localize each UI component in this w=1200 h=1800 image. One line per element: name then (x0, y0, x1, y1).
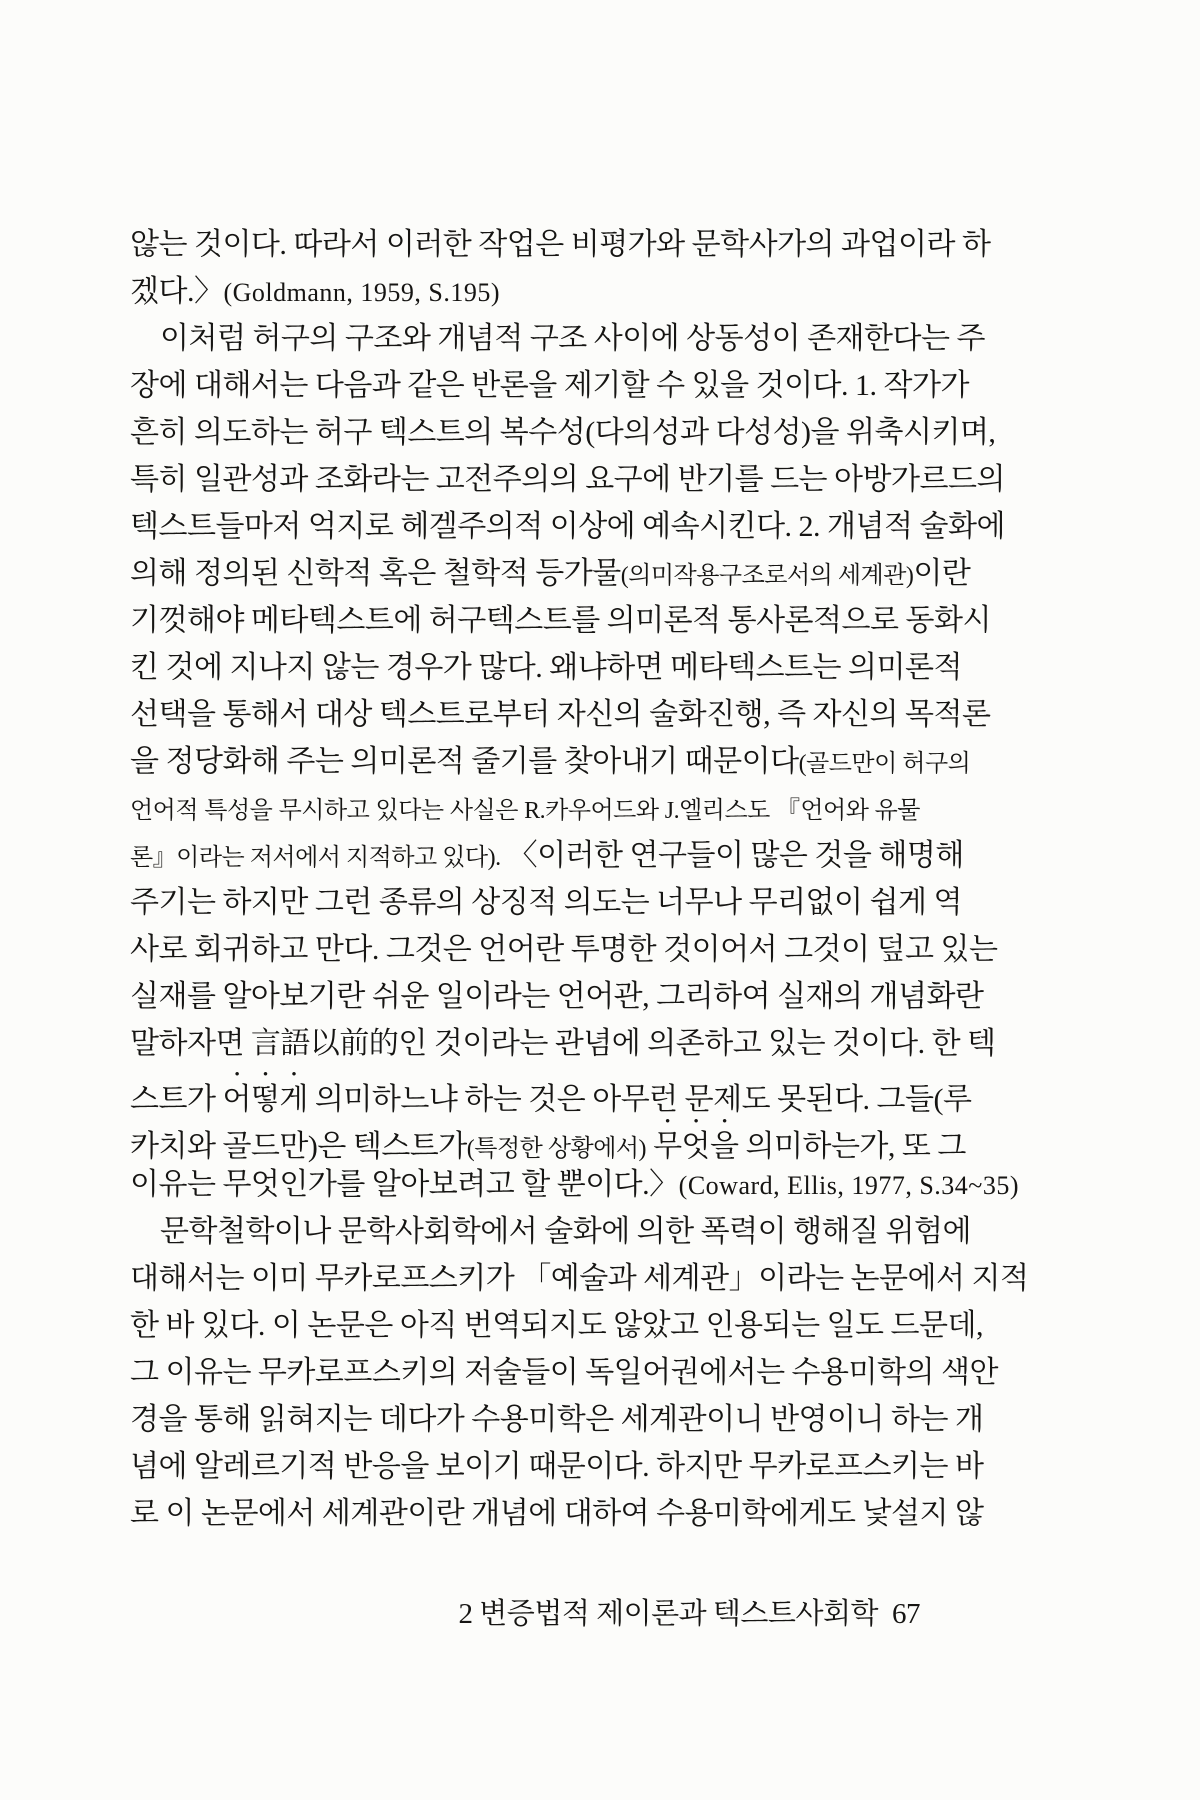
text-segment: 사로 회귀하고 만다. 그것은 언어란 투명한 것이어서 그것이 덮고 있는 (130, 933, 998, 966)
text-line (130, 456, 1005, 503)
text-segment: 않는 것이다. 따라서 이러한 작업은 비평가와 문학사가의 과업이라 하 (130, 228, 991, 261)
text-line (130, 1067, 972, 1116)
text-segment: 경을 통해 읽혀지는 데다가 수용미학은 세계관이니 반영이니 하는 개 (130, 1403, 984, 1436)
text-segment: 특히 일관성과 조화라는 고전주의의 요구에 반기를 드는 아방가르드의 (130, 463, 1005, 496)
text-line (130, 1114, 966, 1163)
text-line (130, 597, 991, 644)
text-segment-emph: 무엇을 (653, 1130, 739, 1163)
text-line (130, 362, 969, 409)
text-segment: 말하자면 言語以前的인 것이라는 관념에 의존하고 있는 것이다. 한 텍 (130, 1027, 996, 1060)
running-footer (459, 1594, 920, 1634)
text-segment: 카치와 골드만)은 텍스트가 (130, 1130, 467, 1163)
text-segment: 의해 정의된 신학적 혹은 철학적 등가물 (130, 557, 621, 590)
text-segment: 장에 대해서는 다음과 같은 반론을 제기할 수 있을 것이다. 1. 작가가 (130, 369, 969, 402)
text-segment-small: (특정한 상황에서) (466, 1136, 647, 1162)
text-line (130, 926, 998, 973)
text-line (130, 550, 971, 597)
text-segment: 텍스트들마저 억지로 헤겔주의적 이상에 예속시킨다. 2. 개념적 술화에 (130, 510, 1005, 543)
text-segment-latin: (Coward, Ellis, 1977, S.34~35) (678, 1171, 1020, 1200)
text-line (130, 1208, 971, 1255)
text-segment: 킨 것에 지나지 않는 경우가 많다. 왜냐하면 메타텍스트는 의미론적 (130, 651, 962, 684)
text-line (130, 1302, 983, 1349)
text-segment-small: 론』이라는 저서에서 지적하고 있다). (130, 845, 501, 871)
text-line (130, 1161, 1020, 1208)
footer-chapter-title: 2 변증법적 제이론과 텍스트사회학 (458, 1598, 878, 1630)
text-segment: 문학철학이나 문학사회학에서 술화에 의한 폭력이 행해질 위험에 (160, 1215, 971, 1248)
text-line (130, 691, 991, 738)
text-segment: 그 이유는 무카로프스키의 저술들이 독일어권에서는 수용미학의 색안 (130, 1356, 998, 1389)
text-segment-emph: 어떻게 (222, 1083, 308, 1116)
text-line (130, 973, 984, 1020)
text-segment-small: (골드만이 허구의 (798, 751, 971, 777)
text-segment-small: (의미작용구조로서의 세계관) (620, 563, 914, 589)
text-segment-latin: (Goldmann, 1959, S.195) (223, 278, 501, 307)
text-segment: 의미하느냐 하는 것은 아무런 문제도 못된다. 그들(루 (307, 1083, 972, 1116)
text-line (130, 1396, 984, 1443)
text-segment: 대해서는 이미 무카로프스키가 「예술과 세계관」이라는 논문에서 지적 (130, 1262, 1029, 1295)
text-segment: 실재를 알아보기란 쉬운 일이라는 언어관, 그리하여 실재의 개념화란 (130, 980, 984, 1013)
text-line (130, 644, 962, 691)
text-line (130, 832, 964, 879)
text-segment: 념에 알레르기적 반응을 보이기 때문이다. 하지만 무카로프스키는 바 (130, 1450, 984, 1483)
text-segment: 이처럼 허구의 구조와 개념적 구조 사이에 상동성이 존재한다는 주 (160, 322, 985, 355)
text-segment-small: 언어적 특성을 무시하고 있다는 사실은 R.카우어드와 J.엘리스도 『언어와 유물 (130, 798, 920, 824)
text-segment: 의미하는가, 또 그 (738, 1130, 966, 1163)
text-segment: 을 정당화해 주는 의미론적 줄기를 찾아내기 때문이다 (130, 745, 799, 778)
text-line (130, 315, 985, 362)
text-segment: 로 이 논문에서 세계관이란 개념에 대하여 수용미학에게도 낯설지 않 (130, 1497, 984, 1530)
text-segment: 이란 (913, 557, 971, 590)
text-line (130, 1255, 1029, 1302)
text-segment: 이유는 무엇인가를 알아보려고 할 뿐이다.〉 (130, 1168, 679, 1201)
text-segment: 한 바 있다. 이 논문은 아직 번역되지도 않았고 인용되는 일도 드문데, (130, 1309, 983, 1342)
text-line (130, 409, 996, 456)
text-segment: 스트가 (130, 1083, 223, 1116)
body-text (130, 221, 1029, 1537)
text-segment: 〈이러한 연구들이 많은 것을 해명해 (500, 839, 964, 872)
text-segment: 흔히 의도하는 허구 텍스트의 복수성(다의성과 다성성)을 위축시키며, (130, 416, 996, 449)
text-line (130, 879, 962, 926)
text-line (130, 268, 920, 315)
text-segment: 주기는 하지만 그런 종류의 상징적 의도는 너무나 무리없이 쉽게 역 (130, 886, 962, 919)
text-segment: 선택을 통해서 대상 텍스트로부터 자신의 술화진행, 즉 자신의 목적론 (130, 698, 991, 731)
text-line (130, 1020, 996, 1067)
text-line (130, 221, 991, 268)
text-line (130, 503, 1005, 550)
text-segment: 기껏해야 메타텍스트에 허구텍스트를 의미론적 통사론적으로 동화시 (130, 604, 991, 637)
text-line (130, 1490, 984, 1537)
text-line (130, 738, 971, 785)
text-segment: 겠다.〉 (130, 275, 224, 308)
text-segment (646, 1130, 653, 1163)
text-line (130, 1349, 998, 1396)
footer-page-number: 67 (892, 1598, 920, 1630)
text-line (130, 785, 920, 832)
text-line (130, 1443, 984, 1490)
